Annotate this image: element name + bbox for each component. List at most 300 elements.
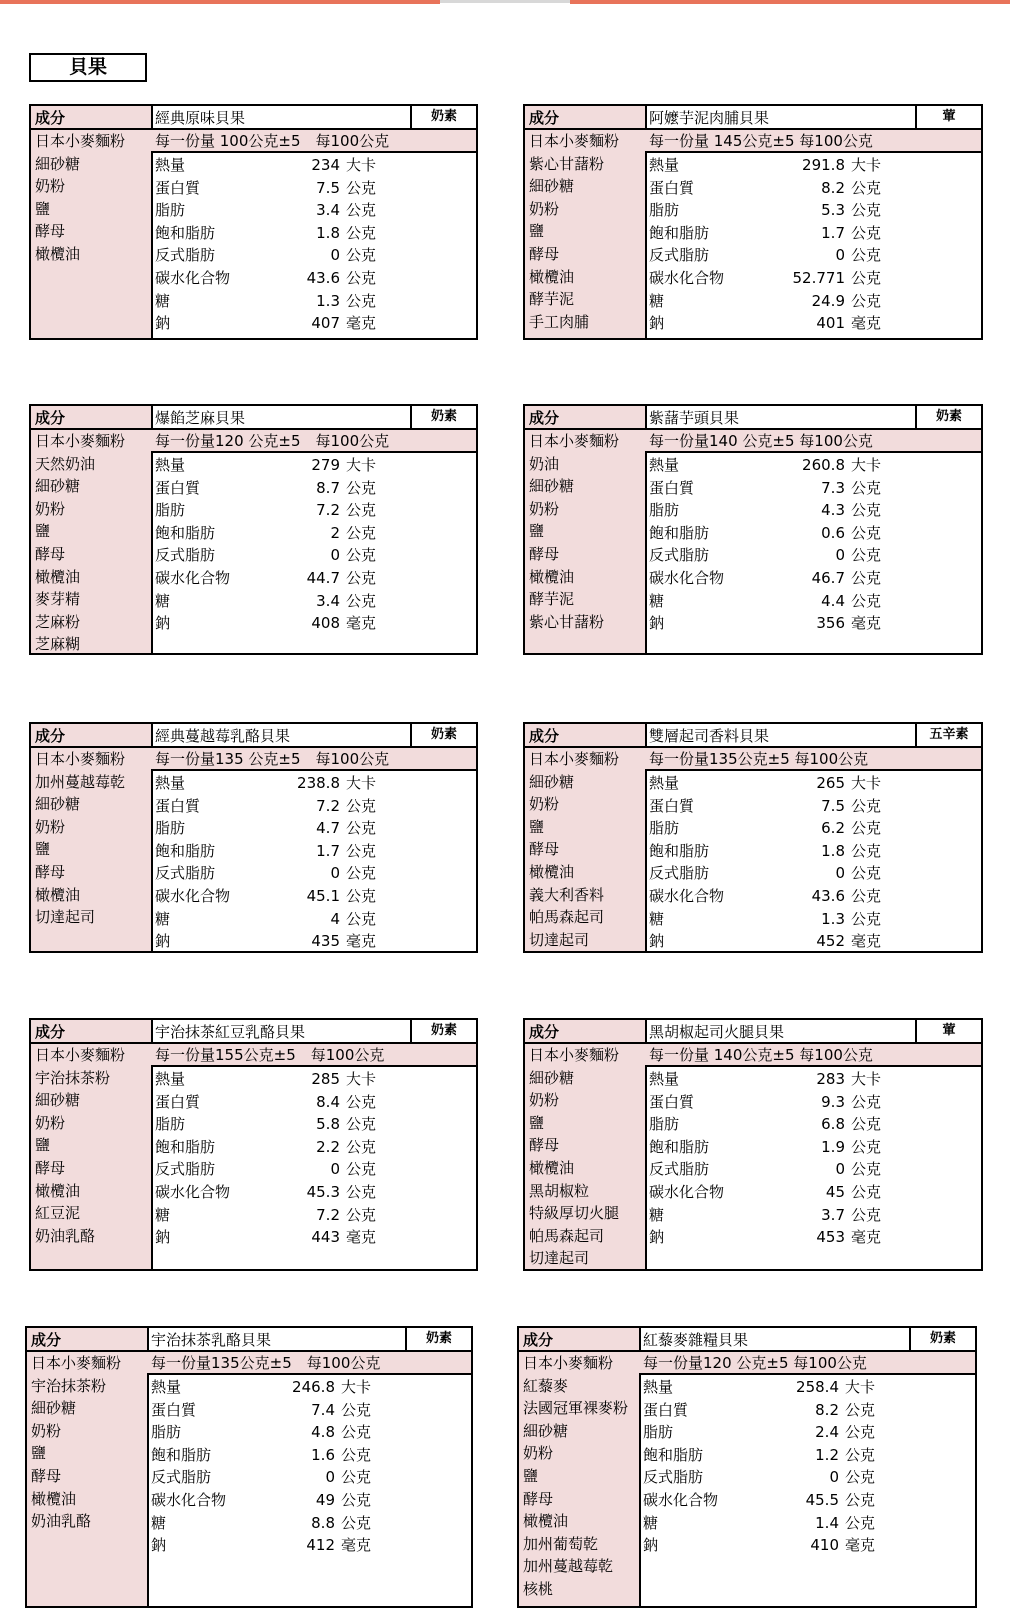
nutrient-value: 43.6: [306, 269, 340, 287]
diet-tag: 奶素: [410, 724, 476, 746]
nutrient-value: 4.7: [316, 819, 340, 838]
nutrient-label: 碳水化合物: [155, 887, 231, 905]
portion-divider: [151, 451, 476, 453]
ingredient-item: 細砂糖: [35, 1091, 81, 1110]
product-name: 雙層起司香料貝果: [649, 727, 770, 745]
nutrient-unit: 毫克: [346, 314, 377, 333]
ingredient-item: 宇治抹茶粉: [31, 1376, 107, 1395]
ingredient-item: 日本小麥麵粉: [529, 132, 620, 150]
product-name: 阿嬤芋泥肉脯貝果: [649, 109, 770, 127]
nutrient-value: 43.6: [811, 887, 845, 905]
nutrient-unit: 公克: [851, 269, 882, 287]
nutrient-unit: 公克: [851, 501, 882, 520]
ingredient-item: 奶粉: [35, 177, 66, 196]
portion-divider: [639, 1373, 975, 1375]
ingredient-item: 日本小麥麵粉: [31, 1354, 122, 1372]
nutrient-value: 0: [829, 1468, 839, 1487]
nutrient-value: 260.8: [802, 456, 845, 474]
nutrition-card: [523, 1018, 983, 1271]
nutrient-unit: 公克: [346, 223, 377, 242]
ingredient-item: 細砂糖: [529, 772, 575, 791]
nutrient-value: 0.6: [821, 523, 845, 542]
nutrient-label: 糖: [155, 1205, 171, 1224]
nutrient-unit: 公克: [346, 178, 377, 197]
nutrient-value: 6.8: [821, 1115, 845, 1134]
nutrient-value: 5.3: [821, 201, 845, 220]
ingredient-item: 切達起司: [529, 1249, 590, 1268]
nutrient-unit: 公克: [346, 887, 377, 905]
nutrient-value: 1.2: [815, 1445, 839, 1464]
nutrient-label: 飽和脂肪: [155, 1137, 216, 1156]
nutrient-value: 4: [330, 909, 340, 928]
nutrient-unit: 公克: [341, 1400, 372, 1419]
nutrition-card: [523, 722, 983, 953]
nutrient-value: 234: [311, 156, 340, 174]
nutrient-value: 412: [306, 1536, 335, 1555]
nutrient-unit: 公克: [851, 546, 882, 565]
nutrient-value: 443: [311, 1228, 340, 1247]
nutrient-label: 糖: [155, 591, 171, 610]
nutrient-unit: 公克: [346, 1092, 377, 1111]
nutrient-unit: 公克: [346, 291, 377, 310]
ingredient-item: 鹽: [35, 522, 51, 541]
nutrient-value: 265: [816, 774, 845, 792]
nutrient-unit: 毫克: [346, 614, 377, 633]
nutrient-unit: 公克: [845, 1445, 876, 1464]
ingredient-item: 奶油乳酪: [31, 1512, 92, 1531]
nutrition-card: [25, 1326, 473, 1608]
nutrient-value: 45: [825, 1183, 845, 1201]
ingredient-item: 奶油乳酪: [35, 1226, 96, 1245]
ingredient-item: 鹽: [529, 1113, 545, 1132]
nutrient-value: 45.5: [805, 1491, 839, 1509]
nutrient-label: 碳水化合物: [155, 269, 231, 287]
nutrient-unit: 公克: [845, 1513, 876, 1532]
portion-divider: [645, 1065, 981, 1067]
portion-divider: [151, 1065, 476, 1067]
product-name: 經典蔓越莓乳酪貝果: [155, 727, 291, 745]
nutrient-unit: 公克: [346, 841, 377, 860]
ingredient-item: 鹽: [529, 222, 545, 241]
ingredient-item: 酵母: [31, 1467, 62, 1485]
nutrient-label: 脂肪: [151, 1423, 182, 1442]
nutrition-card: [523, 404, 983, 655]
product-name: 經典原味貝果: [155, 109, 246, 127]
nutrient-label: 脂肪: [649, 201, 680, 220]
nutrient-value: 44.7: [306, 569, 340, 587]
nutrient-unit: 公克: [851, 178, 882, 197]
ingredients-header: 成分: [35, 727, 66, 745]
portion-divider: [151, 769, 476, 771]
nutrient-unit: 公克: [845, 1400, 876, 1419]
ingredients-header: 成分: [35, 409, 66, 427]
nutrient-unit: 公克: [851, 523, 882, 542]
nutrient-value: 0: [835, 1160, 845, 1179]
ingredient-item: 奶粉: [35, 817, 66, 836]
nutrient-value: 6.2: [821, 819, 845, 838]
ingredient-item: 義大利香料: [529, 885, 605, 904]
serving-size: 每一份量155公克±5 每100公克: [155, 1046, 385, 1064]
nutrient-label: 反式脂肪: [155, 246, 216, 265]
nutrient-value: 7.5: [316, 178, 340, 197]
nutrient-unit: 公克: [851, 201, 882, 220]
nutrient-label: 反式脂肪: [649, 864, 710, 883]
ingredient-item: 核桃: [523, 1580, 554, 1598]
nutrient-label: 蛋白質: [151, 1400, 197, 1419]
diet-tag: 五辛素: [915, 724, 981, 746]
page-title: 貝果: [29, 53, 147, 82]
nutrient-value: 1.8: [316, 223, 340, 242]
ingredient-item: 細砂糖: [35, 477, 81, 496]
serving-size: 每一份量 100公克±5 每100公克: [155, 132, 390, 150]
diet-tag: 奶素: [405, 1328, 471, 1350]
nutrient-unit: 大卡: [341, 1378, 372, 1396]
nutrient-value: 8.2: [821, 178, 845, 197]
nutrient-unit: 公克: [346, 1160, 377, 1179]
serving-size: 每一份量120 公克±5 每100公克: [643, 1354, 867, 1372]
ingredient-item: 橄欖油: [523, 1512, 569, 1531]
nutrient-value: 3.7: [821, 1205, 845, 1224]
nutrient-value: 1.7: [316, 841, 340, 860]
nutrient-label: 熱量: [649, 456, 680, 474]
ingredient-item: 細砂糖: [529, 477, 575, 496]
nutrient-label: 熱量: [155, 156, 186, 174]
ingredient-item: 橄欖油: [35, 245, 81, 263]
nutrient-value: 258.4: [796, 1378, 839, 1396]
nutrient-label: 蛋白質: [649, 178, 695, 197]
nutrient-label: 鈉: [643, 1536, 659, 1555]
ingredient-item: 紫心甘藷粉: [529, 612, 605, 631]
product-name: 爆餡芝麻貝果: [155, 409, 246, 427]
serving-size: 每一份量135 公克±5 每100公克: [155, 750, 390, 768]
diet-tag: 奶素: [410, 106, 476, 128]
serving-size: 每一份量 145公克±5 每100公克: [649, 132, 873, 150]
ingredient-item: 細砂糖: [31, 1399, 77, 1418]
nutrient-value: 3.4: [316, 591, 340, 610]
nutrient-unit: 公克: [346, 796, 377, 815]
ingredient-item: 酵母: [529, 1136, 560, 1155]
nutrient-value: 453: [816, 1228, 845, 1247]
serving-size: 每一份量140 公克±5 每100公克: [649, 432, 873, 450]
ingredient-item: 奶粉: [529, 795, 560, 814]
ingredient-item: 特級厚切火腿: [529, 1204, 620, 1223]
portion-divider: [147, 1373, 471, 1375]
ingredients-header: 成分: [529, 409, 560, 427]
nutrient-value: 407: [311, 314, 340, 333]
nutrition-card: [29, 1018, 478, 1271]
nutrient-label: 蛋白質: [643, 1400, 689, 1419]
nutrient-label: 鈉: [151, 1536, 167, 1555]
ingredient-item: 奶粉: [523, 1444, 554, 1463]
ingredients-header: 成分: [35, 109, 66, 127]
ingredient-item: 奶粉: [529, 199, 560, 218]
diet-tag: 奶素: [410, 1020, 476, 1042]
nutrient-unit: 大卡: [346, 156, 377, 174]
nutrient-label: 脂肪: [155, 501, 186, 520]
nutrient-value: 1.4: [815, 1513, 839, 1532]
nutrient-unit: 毫克: [851, 932, 882, 951]
nutrient-value: 0: [330, 1160, 340, 1179]
nutrient-value: 7.3: [821, 478, 845, 497]
nutrient-value: 7.2: [316, 796, 340, 815]
ingredients-header: 成分: [529, 109, 560, 127]
portion-divider: [645, 451, 981, 453]
nutrient-unit: 公克: [346, 246, 377, 265]
nutrient-value: 0: [325, 1468, 335, 1487]
nutrient-unit: 大卡: [851, 456, 882, 474]
ingredients-header: 成分: [529, 727, 560, 745]
nutrient-unit: 公克: [341, 1468, 372, 1487]
ingredient-item: 橄欖油: [529, 1159, 575, 1177]
nutrient-value: 8.2: [815, 1400, 839, 1419]
nutrient-value: 1.3: [316, 291, 340, 310]
ingredient-item: 帕馬森起司: [529, 908, 605, 927]
ingredient-item: 酵芋泥: [529, 290, 575, 309]
ingredient-item: 天然奶油: [35, 454, 96, 473]
ingredient-item: 鹽: [35, 199, 51, 218]
nutrient-label: 飽和脂肪: [649, 841, 710, 860]
ingredient-item: 日本小麥麵粉: [35, 750, 126, 768]
ingredient-item: 酵母: [529, 245, 560, 263]
ingredient-item: 日本小麥麵粉: [35, 1046, 126, 1064]
nutrient-value: 0: [835, 864, 845, 883]
nutrient-value: 49: [315, 1491, 335, 1509]
nutrient-value: 45.1: [306, 887, 340, 905]
nutrient-unit: 公克: [346, 523, 377, 542]
nutrient-unit: 公克: [341, 1491, 372, 1509]
nutrient-unit: 公克: [851, 1205, 882, 1224]
nutrition-card: [29, 404, 478, 655]
portion-divider: [151, 151, 476, 153]
ingredients-header: 成分: [523, 1331, 554, 1349]
nutrient-unit: 大卡: [851, 1070, 882, 1088]
ingredient-item: 酵母: [523, 1489, 554, 1508]
nutrient-unit: 公克: [346, 478, 377, 497]
nutrient-label: 反式脂肪: [155, 1160, 216, 1179]
nutrient-label: 熱量: [649, 1070, 680, 1088]
product-name: 宇治抹茶乳酪貝果: [151, 1331, 272, 1349]
ingredient-item: 鹽: [529, 522, 545, 541]
ingredient-item: 酵母: [529, 840, 560, 859]
nutrient-value: 4.3: [821, 501, 845, 520]
nutrient-label: 糖: [649, 591, 665, 610]
nutrient-label: 飽和脂肪: [155, 523, 216, 542]
ingredient-item: 細砂糖: [35, 795, 81, 814]
nutrient-value: 0: [330, 246, 340, 265]
nutrient-value: 8.8: [311, 1513, 335, 1532]
nutrient-label: 熱量: [649, 774, 680, 792]
ingredient-item: 鹽: [35, 840, 51, 859]
nutrient-label: 脂肪: [155, 1115, 186, 1134]
nutrient-label: 反式脂肪: [643, 1468, 704, 1487]
ingredient-item: 麥芽精: [35, 590, 81, 609]
nutrient-label: 脂肪: [649, 1115, 680, 1134]
nutrient-unit: 公克: [851, 796, 882, 815]
ingredient-item: 橄欖油: [35, 1181, 81, 1200]
nutrient-unit: 公克: [346, 569, 377, 587]
nutrient-unit: 毫克: [341, 1536, 372, 1555]
nutrient-unit: 公克: [851, 909, 882, 928]
nutrient-value: 1.8: [821, 841, 845, 860]
ingredient-item: 日本小麥麵粉: [523, 1354, 614, 1372]
ingredient-item: 鹽: [35, 1136, 51, 1155]
ingredient-item: 細砂糖: [523, 1421, 569, 1440]
ingredient-item: 酵母: [529, 545, 560, 563]
nutrient-unit: 公克: [346, 591, 377, 610]
ingredient-item: 酵母: [35, 863, 66, 881]
nutrient-label: 碳水化合物: [155, 569, 231, 587]
nutrient-label: 鈉: [649, 932, 665, 951]
nutrient-label: 蛋白質: [649, 796, 695, 815]
nutrient-unit: 公克: [851, 819, 882, 838]
ingredient-item: 酵母: [35, 545, 66, 563]
nutrient-value: 285: [311, 1070, 340, 1088]
product-name: 紅藜麥雜糧貝果: [643, 1331, 749, 1349]
nutrient-label: 熱量: [151, 1378, 182, 1396]
ingredient-item: 橄欖油: [35, 567, 81, 586]
nutrition-card: [29, 104, 478, 340]
nutrient-unit: 大卡: [851, 156, 882, 174]
ingredient-item: 紅藜麥: [523, 1376, 569, 1395]
ingredients-header: 成分: [35, 1023, 66, 1041]
nutrient-label: 糖: [155, 909, 171, 928]
ingredient-item: 芝麻粉: [35, 612, 81, 631]
nutrient-value: 2: [330, 523, 340, 542]
top-accent-bar-gap: [440, 0, 570, 3]
nutrient-unit: 公克: [341, 1513, 372, 1532]
nutrient-unit: 公克: [851, 478, 882, 497]
nutrient-unit: 公克: [346, 201, 377, 220]
serving-size: 每一份量120 公克±5 每100公克: [155, 432, 390, 450]
nutrient-unit: 毫克: [845, 1536, 876, 1555]
nutrient-value: 0: [330, 864, 340, 883]
nutrient-unit: 毫克: [346, 932, 377, 951]
nutrient-label: 碳水化合物: [649, 1183, 725, 1201]
nutrient-unit: 大卡: [346, 456, 377, 474]
nutrient-label: 碳水化合物: [649, 569, 725, 587]
ingredient-item: 手工肉脯: [529, 312, 590, 331]
nutrient-value: 7.5: [821, 796, 845, 815]
nutrient-value: 1.6: [311, 1445, 335, 1464]
nutrient-value: 238.8: [297, 774, 340, 792]
ingredient-item: 日本小麥麵粉: [35, 432, 126, 450]
nutrient-value: 279: [311, 456, 340, 474]
ingredient-item: 鹽: [529, 817, 545, 836]
ingredient-item: 切達起司: [529, 930, 590, 949]
nutrition-card: [29, 722, 478, 953]
nutrient-unit: 公克: [851, 1092, 882, 1111]
nutrient-label: 反式脂肪: [649, 1160, 710, 1179]
nutrient-unit: 公克: [851, 1137, 882, 1156]
nutrient-unit: 公克: [346, 269, 377, 287]
nutrient-value: 4.4: [821, 591, 845, 610]
ingredient-item: 橄欖油: [529, 863, 575, 881]
nutrient-value: 2.2: [316, 1137, 340, 1156]
nutrient-value: 45.3: [306, 1183, 340, 1201]
nutrient-label: 糖: [151, 1513, 167, 1532]
nutrient-unit: 公克: [845, 1491, 876, 1509]
nutrient-unit: 大卡: [845, 1378, 876, 1396]
nutrient-label: 蛋白質: [155, 1092, 201, 1111]
nutrient-unit: 毫克: [851, 614, 882, 633]
nutrient-unit: 公克: [851, 1183, 882, 1201]
ingredient-item: 日本小麥麵粉: [35, 132, 126, 150]
diet-tag: 奶素: [915, 406, 981, 428]
top-accent-bar: [0, 0, 440, 4]
serving-size: 每一份量135公克±5 每100公克: [649, 750, 869, 768]
nutrient-label: 鈉: [155, 614, 171, 633]
nutrient-label: 飽和脂肪: [151, 1445, 212, 1464]
nutrient-label: 鈉: [649, 314, 665, 333]
nutrient-value: 8.7: [316, 478, 340, 497]
ingredient-item: 加州蔓越莓乾: [523, 1557, 614, 1576]
nutrient-unit: 公克: [341, 1423, 372, 1442]
nutrient-label: 碳水化合物: [649, 269, 725, 287]
nutrient-label: 碳水化合物: [155, 1183, 231, 1201]
nutrient-unit: 公克: [851, 1160, 882, 1179]
product-name: 黑胡椒起司火腿貝果: [649, 1023, 785, 1041]
nutrition-card: [523, 104, 983, 340]
ingredient-item: 法國冠軍裸麥粉: [523, 1399, 629, 1418]
nutrient-label: 鈉: [649, 614, 665, 633]
ingredient-item: 帕馬森起司: [529, 1226, 605, 1245]
serving-size: 每一份量 140公克±5 每100公克: [649, 1046, 873, 1064]
nutrient-value: 291.8: [802, 156, 845, 174]
nutrient-label: 飽和脂肪: [649, 523, 710, 542]
ingredient-item: 黑胡椒粒: [529, 1181, 590, 1200]
nutrient-label: 蛋白質: [155, 178, 201, 197]
ingredient-item: 奶油: [529, 454, 560, 473]
nutrient-unit: 大卡: [346, 1070, 377, 1088]
ingredient-item: 橄欖油: [529, 567, 575, 586]
nutrient-label: 飽和脂肪: [155, 223, 216, 242]
nutrient-unit: 公克: [346, 1205, 377, 1224]
diet-tag: 葷: [915, 106, 981, 128]
ingredient-item: 橄欖油: [529, 267, 575, 286]
nutrient-label: 熱量: [649, 156, 680, 174]
nutrient-label: 熱量: [155, 1070, 186, 1088]
ingredient-item: 酵母: [35, 222, 66, 241]
ingredient-item: 切達起司: [35, 908, 96, 927]
nutrient-value: 401: [816, 314, 845, 333]
nutrient-unit: 大卡: [346, 774, 377, 792]
nutrient-label: 飽和脂肪: [649, 223, 710, 242]
ingredients-header: 成分: [31, 1331, 62, 1349]
nutrient-value: 7.4: [311, 1400, 335, 1419]
nutrient-unit: 公克: [851, 246, 882, 265]
nutrient-value: 0: [835, 246, 845, 265]
nutrient-label: 碳水化合物: [643, 1491, 719, 1509]
nutrient-label: 飽和脂肪: [155, 841, 216, 860]
nutrient-label: 鈉: [155, 314, 171, 333]
nutrient-unit: 公克: [851, 841, 882, 860]
nutrient-label: 蛋白質: [649, 478, 695, 497]
nutrient-value: 7.2: [316, 1205, 340, 1224]
nutrient-unit: 公克: [346, 1137, 377, 1156]
portion-divider: [645, 769, 981, 771]
serving-size: 每一份量135公克±5 每100公克: [151, 1354, 381, 1372]
nutrient-unit: 毫克: [851, 1228, 882, 1247]
nutrient-label: 熱量: [643, 1378, 674, 1396]
ingredient-item: 日本小麥麵粉: [529, 1046, 620, 1064]
ingredient-item: 鹽: [31, 1444, 47, 1463]
ingredient-item: 奶粉: [35, 1113, 66, 1132]
ingredient-item: 奶粉: [529, 1091, 560, 1110]
nutrient-value: 410: [810, 1536, 839, 1555]
ingredient-item: 奶粉: [35, 499, 66, 518]
nutrient-unit: 公克: [851, 569, 882, 587]
ingredient-item: 紅豆泥: [35, 1204, 81, 1223]
